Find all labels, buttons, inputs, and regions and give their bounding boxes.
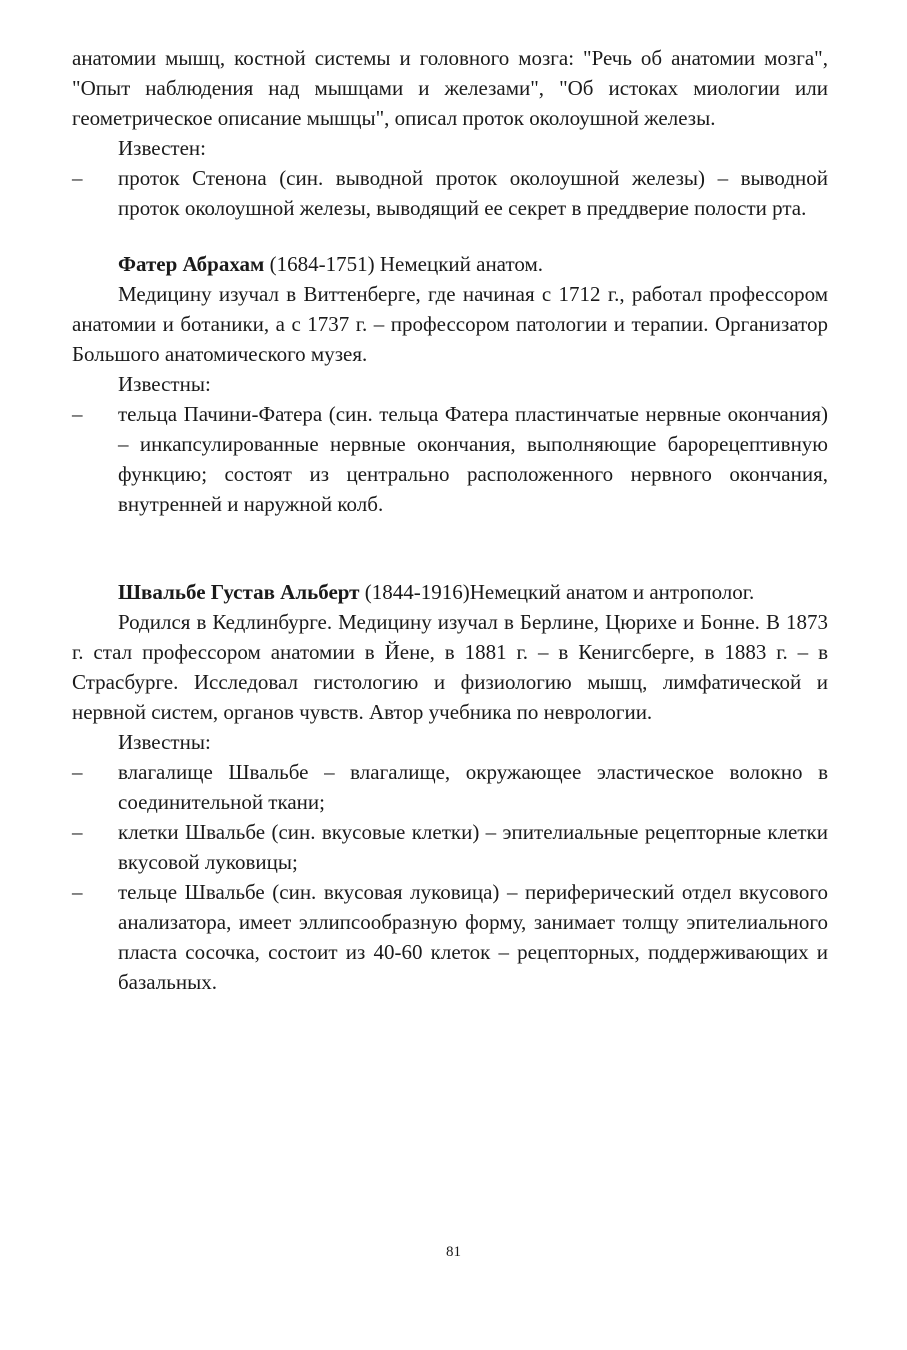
list-dash: – [72,760,83,784]
schwalbe-list [72,757,828,997]
page-number: 81 [446,1244,461,1260]
list-item [72,817,828,877]
vater-heading [72,249,828,279]
intro-paragraph: анатомии мышц, костной системы и головного мозга: "Речь об анатомии мозга", "Опыт наблюдения над мышцами и железами", "Об истоках миологии или геометрическое описание мышцы", описал проток околоушной железы. [72,46,828,130]
vater-name: Фатер Абрахам [118,252,265,276]
list-item-text: проток Стенона (син. выводной проток околоушной железы) – выводной проток околоушной железы, выводящий ее секрет в преддверие полости рта. [118,166,828,220]
vater-known-label: Известны: [118,372,211,396]
list-dash: – [72,880,83,904]
page-body [72,43,828,997]
list-item-text: влагалище Швальбе – влагалище, окружающее эластическое волокно в соединительной ткани; [118,760,828,814]
schwalbe-heading [72,577,828,607]
schwalbe-heading-rest: (1844-1916)Немецкий анатом и антрополог. [359,580,755,604]
list-item-text: клетки Швальбе (син. вкусовые клетки) – эпителиальные рецепторные клетки вкусовой луковицы; [118,820,828,874]
list-item-text: тельце Швальбе (син. вкусовая луковица) – периферический отдел вкусового анализатора, имеет эллипсообразную форму, занимает толщу эпителиального пласта сосочка, состоит из 40-60 клеток – рецепторных, поддерживающих и базальных. [118,880,828,994]
vater-bio: Медицину изучал в Виттенберге, где начиная с 1712 г., работал профессором анатомии и ботаники, а с 1737 г. – профессором патологии и терапии. Организатор Большого анатомического музея. [72,282,828,366]
schwalbe-name: Швальбе Густав Альберт [118,580,360,604]
list-item [72,163,828,223]
intro-list [72,163,828,223]
list-item-text: тельца Пачини-Фатера (син. тельца Фатера пластинчатые нервные окончания) – инкапсулированные нервные окончания, выполняющие барорецептивную функцию; состоят из центрально расположенного нервного окончания, внутренней и наружной колб. [118,402,828,516]
list-dash: – [72,402,83,426]
intro-known-label: Известен: [118,136,206,160]
list-dash: – [72,820,83,844]
vater-list [72,399,828,519]
schwalbe-bio: Родился в Кедлинбурге. Медицину изучал в Берлине, Цюрихе и Бонне. В 1873 г. стал профессором анатомии в Йене, в 1881 г. – в Кенигсберге, в 1883 г. – в Страсбурге. Исследовал гистологию и физиологию мышц, лимфатической и нервной систем, органов чувств. Автор учебника по неврологии. [72,610,828,724]
list-item [72,877,828,997]
list-item [72,399,828,519]
vater-heading-rest: (1684-1751) Немецкий анатом. [264,252,543,276]
schwalbe-known-label: Известны: [118,730,211,754]
list-dash: – [72,166,83,190]
list-item [72,757,828,817]
